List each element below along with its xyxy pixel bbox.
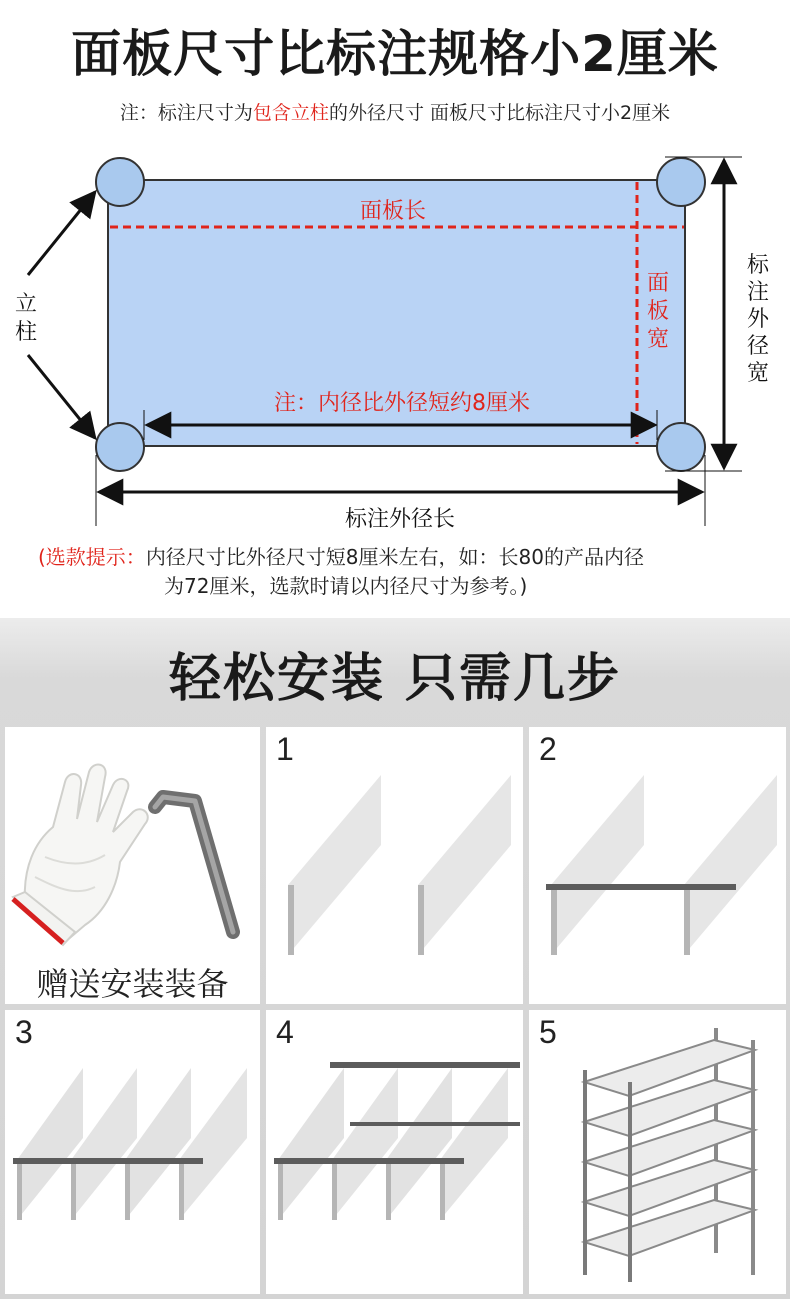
diagram-drawing: [0, 140, 790, 540]
step-1-illustration: [266, 727, 523, 1004]
panel-width-label-3: 宽: [646, 327, 670, 352]
post-top-right: [657, 158, 705, 206]
outer-width-label-2: 注: [746, 280, 770, 305]
dimension-diagram: [0, 140, 790, 540]
selection-tip: [38, 543, 768, 601]
page-title: 面板尺寸比标注规格小2厘米: [71, 25, 719, 83]
panel-width-label-1: 面: [646, 271, 670, 296]
inner-note-label: 注：内径比外径短约8厘米: [274, 391, 530, 416]
post-bottom-left: [96, 423, 144, 471]
note-suffix: 的外径尺寸 面板尺寸比标注尺寸小2厘米: [328, 102, 671, 124]
step-number-5: 5: [539, 1014, 557, 1050]
install-title: 轻松安装 只需几步: [168, 649, 622, 709]
step-card-2: [529, 727, 786, 1004]
outer-width-label-1: 标: [746, 253, 770, 278]
tip-text-2: 为72厘米，选款时请以内径尺寸为参考。): [164, 574, 528, 598]
step-2-illustration: [529, 727, 786, 1004]
step-5-illustration: [529, 1010, 786, 1294]
step-number-4: 4: [276, 1014, 294, 1050]
allen-key-icon: [155, 797, 233, 932]
tools-card: [5, 727, 260, 1004]
step-number-3: 3: [15, 1014, 33, 1050]
post-bottom-right: [657, 423, 705, 471]
outer-length-label: 标注外径长: [344, 507, 456, 532]
tip-text-1: 内径尺寸比外径尺寸短8厘米左右，如：长80的产品内径: [145, 545, 644, 569]
column-arrow-up: [28, 192, 95, 275]
tools-caption: 赠送安装装备: [36, 965, 229, 1003]
step-number-1: 1: [276, 731, 294, 767]
note-highlight: 包含立柱: [252, 102, 329, 124]
step-card-5: [529, 1010, 786, 1294]
step-card-4: [266, 1010, 523, 1294]
step-3-illustration: [5, 1010, 260, 1294]
outer-width-label-4: 径: [746, 334, 770, 359]
outer-width-label-5: 宽: [746, 361, 770, 386]
outer-width-label-3: 外: [746, 307, 770, 332]
note-prefix: 注：标注尺寸为: [119, 102, 253, 124]
tip-line-1: [38, 543, 768, 572]
tip-label: (选款提示：: [38, 545, 146, 569]
post-top-left: [96, 158, 144, 206]
column-arrow-down: [28, 355, 95, 438]
column-label-2: 柱: [14, 320, 38, 345]
panel-width-label-2: 板: [646, 299, 670, 324]
column-label-1: 立: [14, 292, 38, 317]
step-number-2: 2: [539, 731, 557, 767]
step-4-illustration: [266, 1010, 523, 1294]
glove-icon: [13, 765, 148, 945]
dimension-note: [0, 98, 790, 125]
step-card-3: [5, 1010, 260, 1294]
step-card-1: [266, 727, 523, 1004]
panel-length-label: 面板长: [359, 199, 427, 224]
